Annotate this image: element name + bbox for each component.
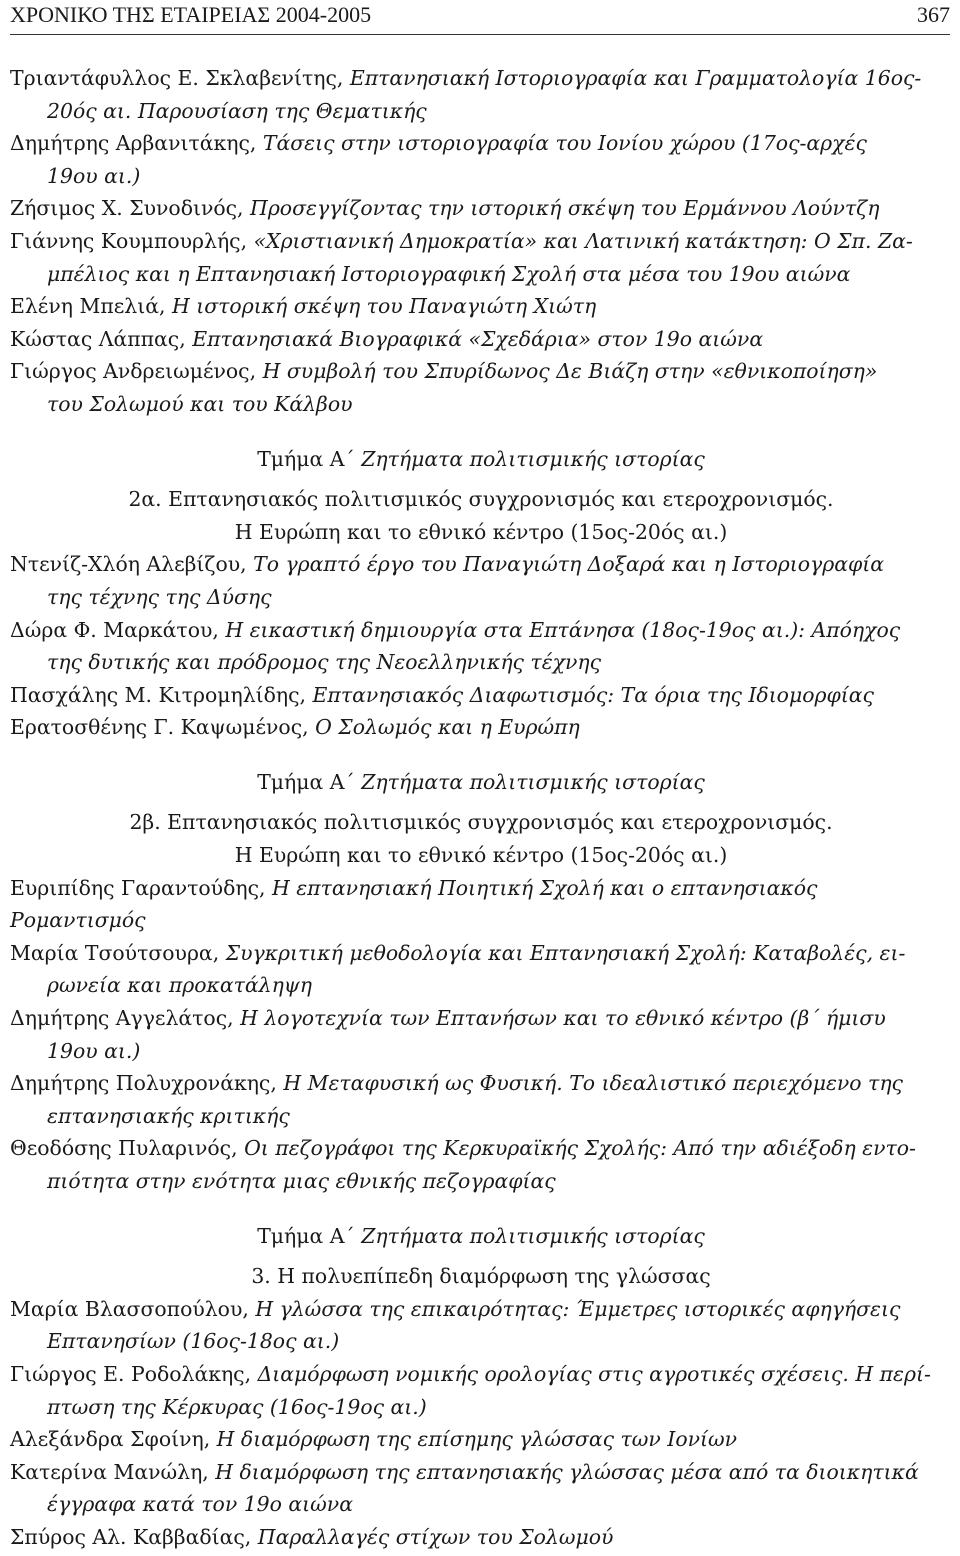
list-item [10, 192, 952, 225]
entry-author: Μαρία Τσούτσουρα, [10, 940, 220, 965]
entry-title: Η επτανησιακή Ποιητική Σχολή και ο επτανησιακός Ρομαντισμός [10, 875, 818, 933]
entry-title: Η διαμόρφωση της επτανησιακής γλώσσας μέσα από τα διοικητικά [215, 1459, 919, 1484]
entry-author: Γιάννης Κουμπουρλής, [10, 228, 248, 253]
entry-group-2 [10, 548, 952, 744]
entry-title: Επτανησιακά Βιογραφικά «Σχεδάρια» στον 19ο αιώνα [192, 326, 764, 351]
entry-title-cont: μπέλιος και η Επτανησιακή Ιστοριογραφική Σχολή στα μέσα του 19ου αιώνα [47, 261, 851, 286]
entry-title: Η Μεταφυσική ως Φυσική. Το ιδεαλιστικό περιεχόμενο της [283, 1071, 903, 1096]
list-item [10, 872, 952, 937]
entry-author: Δημήτρης Πολυχρονάκης, [10, 1071, 277, 1096]
section-heading-cont: Η Ευρώπη και το εθνικό κέντρο (15ος-20ός αι.) [234, 519, 728, 544]
list-item [10, 1456, 952, 1521]
entry-author: Δώρα Φ. Μαρκάτου, [10, 617, 219, 642]
section-heading: 3. Η πολυεπίπεδη διαμόρφωση της γλώσσας [251, 1264, 711, 1289]
entry-title: Το γραπτό έργο του Παναγιώτη Δοξαρά και η Ιστοριογραφία [253, 552, 885, 577]
list-item [10, 225, 952, 290]
entry-title: Επτανησιακός Διαφωτισμός: Τα όρια της Ιδιομορφίας [312, 682, 874, 707]
list-item [10, 1521, 952, 1554]
entry-author: Ερατοσθένης Γ. Καψωμένος, [10, 715, 309, 740]
list-item [10, 1002, 952, 1067]
list-item [10, 1293, 952, 1358]
entry-title: Ο Σολωμός και η Ευρώπη [315, 715, 580, 740]
list-item [10, 1423, 952, 1456]
entry-author: Πασχάλης Μ. Κιτρομηλίδης, [10, 682, 307, 707]
list-item [10, 127, 952, 192]
entry-author: Ζήσιμος Χ. Συνοδινός, [10, 196, 244, 221]
entry-group-4 [10, 1293, 952, 1554]
section-label-text: Τμήμα Α΄ [257, 769, 355, 794]
list-item [10, 937, 952, 1002]
entry-title: Επτανησιακή Ιστοριογραφία και Γραμματολογία 16ος- [349, 66, 922, 90]
section-topic: Ζητήματα πολιτισμικής ιστορίας [361, 1223, 705, 1248]
entry-author: Αλεξάνδρα Σφοίνη, [10, 1427, 211, 1452]
section-label [10, 1220, 952, 1253]
entry-title: Διαμόρφωση νομικής ορολογίας στις αγροτικές σχέσεις. Η περί- [257, 1361, 931, 1386]
list-item [10, 355, 952, 420]
entry-group-3 [10, 872, 952, 1198]
page-body [10, 42, 952, 1554]
entry-title: Οι πεζογράφοι της Κερκυραϊκής Σχολής: Από την αδιέξοδη εντο- [244, 1136, 916, 1161]
entry-title: Παραλλαγές στίχων του Σολωμού [257, 1524, 614, 1549]
entry-author: Τριαντάφυλλος Ε. Σκλαβενίτης, [10, 66, 344, 90]
entry-author: Ντενίζ-Χλόη Αλεβίζου, [10, 552, 247, 577]
list-item [10, 614, 952, 679]
entry-title: Τάσεις στην ιστοριογραφία του Ιονίου χώρου (17ος-αρχές [262, 131, 867, 156]
entry-author: Ευριπίδης Γαραντούδης, [10, 875, 266, 900]
list-item [10, 290, 952, 323]
entry-author: Δημήτρης Αγγελάτος, [10, 1006, 234, 1031]
list-item [10, 548, 952, 613]
entry-title-cont: του Σολωμού και του Κάλβου [47, 391, 353, 416]
entry-title: Η συμβολή του Σπυρίδωνος Δε Βιάζη στην «εθνικοποίηση» [262, 359, 878, 384]
entry-title-cont: 19ου αι.) [47, 1038, 141, 1063]
entry-title: Η ιστορική σκέψη του Παναγιώτη Χιώτη [171, 294, 597, 319]
section-label-text: Τμήμα Α΄ [257, 446, 355, 471]
entry-title-cont: 20ός αι. Παρουσίαση της Θεματικής [47, 98, 427, 123]
section-3 [10, 1220, 952, 1293]
entry-title: Η εικαστική δημιουργία στα Επτάνησα (18ος-19ος αι.): Απόηχος [225, 617, 901, 642]
entry-author: Ελένη Μπελιά, [10, 294, 166, 319]
entry-author: Σπύρος Αλ. Καββαδίας, [10, 1524, 252, 1549]
entry-title: Η διαμόρφωση της επίσημης γλώσσας των Ιονίων [216, 1427, 738, 1452]
page-number: 367 [917, 2, 950, 27]
list-item [10, 323, 952, 356]
header-rule [10, 34, 950, 35]
entry-title: Προσεγγίζοντας την ιστορική σκέψη του Ερμάννου Λούντζη [250, 196, 880, 221]
section-heading: 2α. Επτανησιακός πολιτισμικός συγχρονισμός και ετεροχρονισμός. [128, 487, 834, 512]
entry-author: Κώστας Λάππας, [10, 326, 186, 351]
section-2a [10, 443, 952, 549]
running-head [10, 0, 950, 30]
list-item [10, 679, 952, 712]
entry-title: «Χριστιανική Δημοκρατία» και Λατινική κατάκτηση: Ο Σπ. Ζα- [253, 228, 913, 253]
section-topic: Ζητήματα πολιτισμικής ιστορίας [361, 769, 705, 794]
section-label [10, 443, 952, 476]
entry-title-cont: Επτανησίων (16ος-18ος αι.) [47, 1329, 340, 1354]
entry-title-cont: της δυτικής και πρόδρομος της Νεοελληνικής τέχνης [47, 650, 602, 675]
entry-title: Η γλώσσα της επικαιρότητας: Έμμετρες ιστορικές αφηγήσεις [255, 1296, 901, 1321]
entry-title: Συγκριτική μεθοδολογία και Επτανησιακή Σχολή: Καταβολές, ει- [225, 940, 906, 965]
list-item [10, 1067, 952, 1132]
list-item [10, 62, 952, 127]
entry-title-cont: πτωση της Κέρκυρας (16ος-19ος αι.) [47, 1394, 427, 1419]
entry-title-cont: ρωνεία και προκατάληψη [47, 973, 313, 998]
entry-title: Η λογοτεχνία των Επτανήσων και το εθνικό κέντρο (β΄ ήμισυ [240, 1006, 886, 1031]
entry-title-cont: της τέχνης της Δύσης [47, 584, 272, 609]
section-heading: 2β. Επτανησιακός πολιτισμικός συγχρονισμός και ετεροχρονισμός. [129, 810, 833, 835]
entry-title-cont: πιότητα στην ενότητα μιας εθνικής πεζογραφίας [47, 1169, 556, 1193]
entry-title-cont: επτανησιακής κριτικής [47, 1103, 290, 1128]
section-2b [10, 766, 952, 872]
entry-author: Δημήτρης Αρβανιτάκης, [10, 131, 257, 156]
entry-author: Γιώργος Ανδρειωμένος, [10, 359, 257, 384]
list-item [10, 1132, 952, 1197]
entry-title-cont: 19ου αι.) [47, 163, 141, 188]
entry-title-cont: έγγραφα κατά τον 19ο αιώνα [47, 1492, 353, 1517]
entry-author: Γιώργος Ε. Ροδολάκης, [10, 1361, 252, 1386]
entry-author: Κατερίνα Μανώλη, [10, 1459, 209, 1484]
entry-group-1 [10, 62, 952, 421]
list-item [10, 711, 952, 744]
entry-author: Μαρία Βλασσοπούλου, [10, 1296, 249, 1321]
entry-author: Θεοδόσης Πυλαρινός, [10, 1136, 238, 1161]
list-item [10, 1358, 952, 1423]
section-topic: Ζητήματα πολιτισμικής ιστορίας [361, 446, 705, 471]
section-heading-cont: Η Ευρώπη και το εθνικό κέντρο (15ος-20ός αι.) [234, 843, 728, 868]
running-head-title: ΧΡΟΝΙΚΟ ΤΗΣ ΕΤΑΙΡΕΙΑΣ 2004-2005 [10, 2, 372, 27]
section-label-text: Τμήμα Α΄ [257, 1223, 355, 1248]
section-label [10, 766, 952, 799]
